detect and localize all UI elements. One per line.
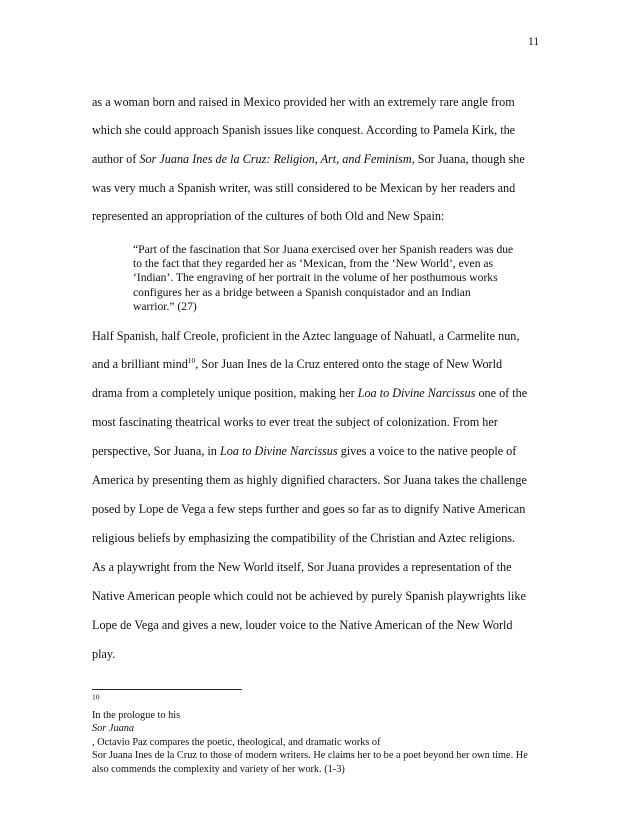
text-line: most fascinating theatrical works to ever treat the subject of colonization. From her [92,415,498,429]
page-number: 11 [528,36,540,48]
text-line: which she could approach Spanish issues like conquest. According to Pamela Kirk, the [92,123,516,137]
book-title: Sor Juana [92,723,135,735]
text-line [92,444,516,458]
text-line [92,386,527,400]
text-line [92,152,525,166]
footnote-divider [92,689,242,690]
text-span: perspective, Sor Juana, in [92,444,220,458]
text-line: America by presenting them as highly dignified characters. Sor Juana takes the challenge [92,473,527,487]
quote-line: warrior.” (27) [133,299,197,313]
text-line: Half Spanish, half Creole, proficient in the Aztec language of Nahuatl, a Carmelite nun, [92,329,520,343]
text-line: As a playwright from the New World itself, Sor Juana provides a representation of the [92,560,512,574]
text-line: Native American people which could not be achieved by purely Spanish playwrights like [92,589,526,603]
footnote-line: also commends the complexity and variety of her work. (1-3) [92,763,345,775]
text-span: In the prologue to his [92,709,181,721]
footnote [92,692,552,777]
text-span: one of the [475,386,528,400]
text-line [92,357,502,371]
quote-line: “Part of the fascination that Sor Juana exercised over her Spanish readers was due [133,243,514,256]
text-line: play. [92,647,116,661]
text-line: represented an appropriation of the cultures of both Old and New Spain: [92,209,445,223]
block-quote [133,243,553,314]
footnote-line: Sor Juana Ines de la Cruz to those of modern writers. He claims her to be a poet beyond her own time. He [92,750,528,762]
text-span: author of [92,152,140,166]
text-span: , Sor Juana, though she [411,152,525,166]
text-span: and a brilliant mind [92,357,188,371]
text-span: drama from a completely unique position, making her [92,386,358,400]
book-title: Loa to Divine Narcissus [219,444,338,458]
text-span: , Sor Juan Ines de la Cruz entered onto the stage of New World [195,357,503,371]
text-line: Lope de Vega and gives a new, louder voice to the Native American of the New World [92,618,513,632]
text-line: posed by Lope de Vega a few steps further and goes so far as to dignify Native American [92,502,526,516]
quote-line: ‘Indian’. The engraving of her portrait in the volume of her posthumous works [133,271,498,285]
book-title: Sor Juana Ines de la Cruz: Religion, Art, and Feminism [139,152,412,166]
quote-line: to the fact that they regarded her as ‘Mexican, from the ‘New World’, even as [133,257,494,271]
text-span: , Octavio Paz compares the poetic, theological, and dramatic works of [92,736,381,748]
quote-line: configures her as a bridge between a Spanish conquistador and an Indian [133,285,471,299]
text-line: was very much a Spanish writer, was still considered to be Mexican by her readers and [92,181,516,195]
text-line: as a woman born and raised in Mexico provided her with an extremely rare angle from [92,95,515,109]
footnote-ref[interactable]: 10 [187,355,196,365]
footnote-marker: 10 [92,692,100,702]
text-line: religious beliefs by emphasizing the compatibility of the Christian and Aztec religions. [92,531,516,545]
book-title: Loa to Divine Narcissus [357,386,476,400]
text-span: gives a voice to the native people of [337,444,517,458]
footnote-line [92,692,552,749]
